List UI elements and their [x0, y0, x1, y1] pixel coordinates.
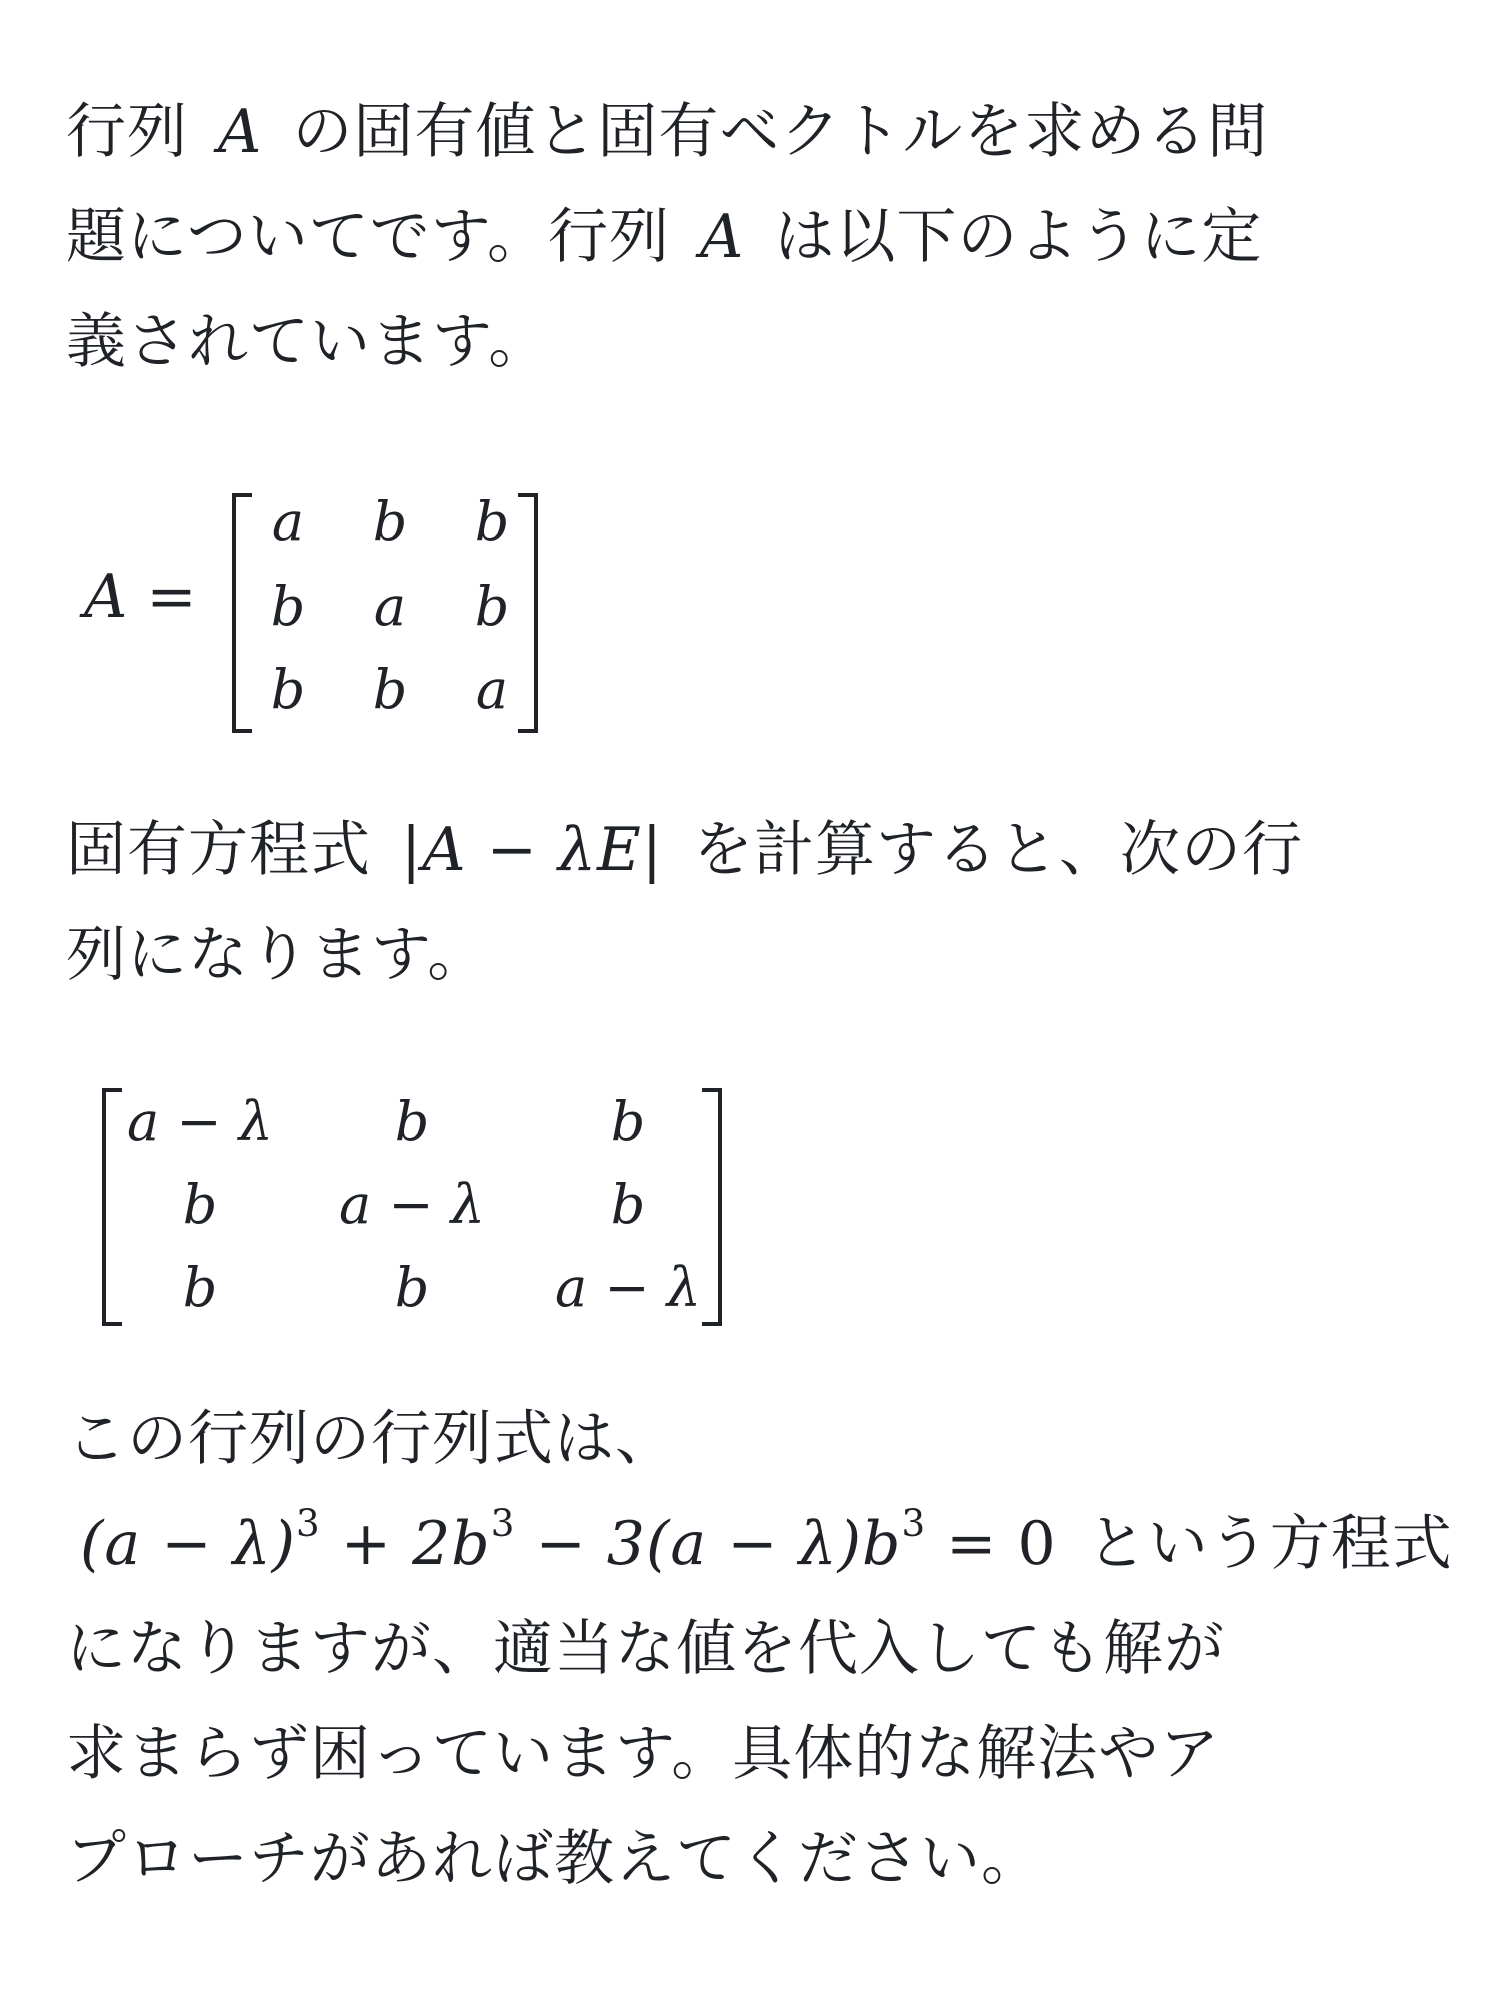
intro-line-2	[66, 185, 1446, 290]
matrix-cell: b	[372, 658, 408, 721]
intro-line-1	[66, 80, 1446, 185]
equation-term: − 3(a − λ)b	[515, 1509, 902, 1579]
matrix-cell: a − λ	[555, 1256, 701, 1319]
det-text: 求まらず困っています。具体的な解法やア	[66, 1719, 1221, 1789]
intro-text: 義されています。	[66, 307, 550, 377]
det-line-4	[66, 1702, 1446, 1807]
intro-text: は以下のように定	[774, 202, 1263, 272]
matrix-cell: b	[474, 490, 510, 553]
exponent: 3	[490, 1501, 516, 1546]
det-text: この行列の行列式は、	[66, 1404, 676, 1474]
matrix-cell: b	[182, 1173, 218, 1236]
matrix-variable: A	[700, 202, 745, 272]
equation-term: + 2b	[320, 1509, 491, 1579]
matrix-cell: a	[373, 575, 407, 638]
det-line-3	[66, 1597, 1446, 1702]
equation-term: = 0	[926, 1509, 1057, 1579]
det-line-2	[80, 1492, 1460, 1604]
intro-text: 行列	[66, 97, 188, 167]
char-eq-line-2	[66, 903, 1446, 1008]
matrix-cell: a	[475, 658, 509, 721]
matrix-cell: b	[182, 1256, 218, 1319]
matrix-cell: b	[372, 490, 408, 553]
char-eq-line-1	[66, 798, 1446, 903]
det-text: になりますが、適当な値を代入しても解が	[66, 1614, 1225, 1684]
char-eq-text: 固有方程式	[66, 815, 371, 885]
det-text: プローチがあれば教えてください。	[66, 1824, 1042, 1894]
intro-line-3	[66, 290, 1446, 395]
matrix-a-lhs: A =	[84, 562, 197, 632]
matrix-cell: a − λ	[339, 1173, 485, 1236]
exponent: 3	[296, 1501, 321, 1546]
det-equation	[80, 1501, 1057, 1579]
matrix-variable: A	[218, 97, 263, 167]
matrix-cell: b	[394, 1090, 430, 1153]
det-line-5	[66, 1807, 1446, 1912]
right-bracket	[702, 1088, 722, 1326]
intro-text: 題についてです。行列	[66, 202, 670, 272]
intro-text: の固有値と固有ベクトルを求める問	[292, 97, 1269, 167]
matrix-cell: b	[610, 1173, 646, 1236]
left-bracket	[102, 1088, 122, 1326]
right-bracket	[518, 493, 538, 733]
matrix-cell: b	[270, 575, 306, 638]
det-text: という方程式	[1086, 1509, 1453, 1579]
char-eq-text: を計算すると、次の行	[693, 815, 1304, 885]
matrix-cell: a	[271, 490, 305, 553]
matrix-cell: b	[270, 658, 306, 721]
char-eq-text: 列になります。	[66, 920, 489, 990]
matrix-cell: b	[394, 1256, 430, 1319]
det-line-1	[66, 1387, 1446, 1492]
char-eq-expression: |A − λE|	[401, 815, 664, 885]
equation-term: (a − λ)	[80, 1509, 297, 1579]
matrix-cell: a − λ	[127, 1090, 273, 1153]
left-bracket	[232, 493, 252, 733]
matrix-cell: b	[610, 1090, 646, 1153]
exponent: 3	[901, 1501, 927, 1546]
matrix-cell: b	[474, 575, 510, 638]
